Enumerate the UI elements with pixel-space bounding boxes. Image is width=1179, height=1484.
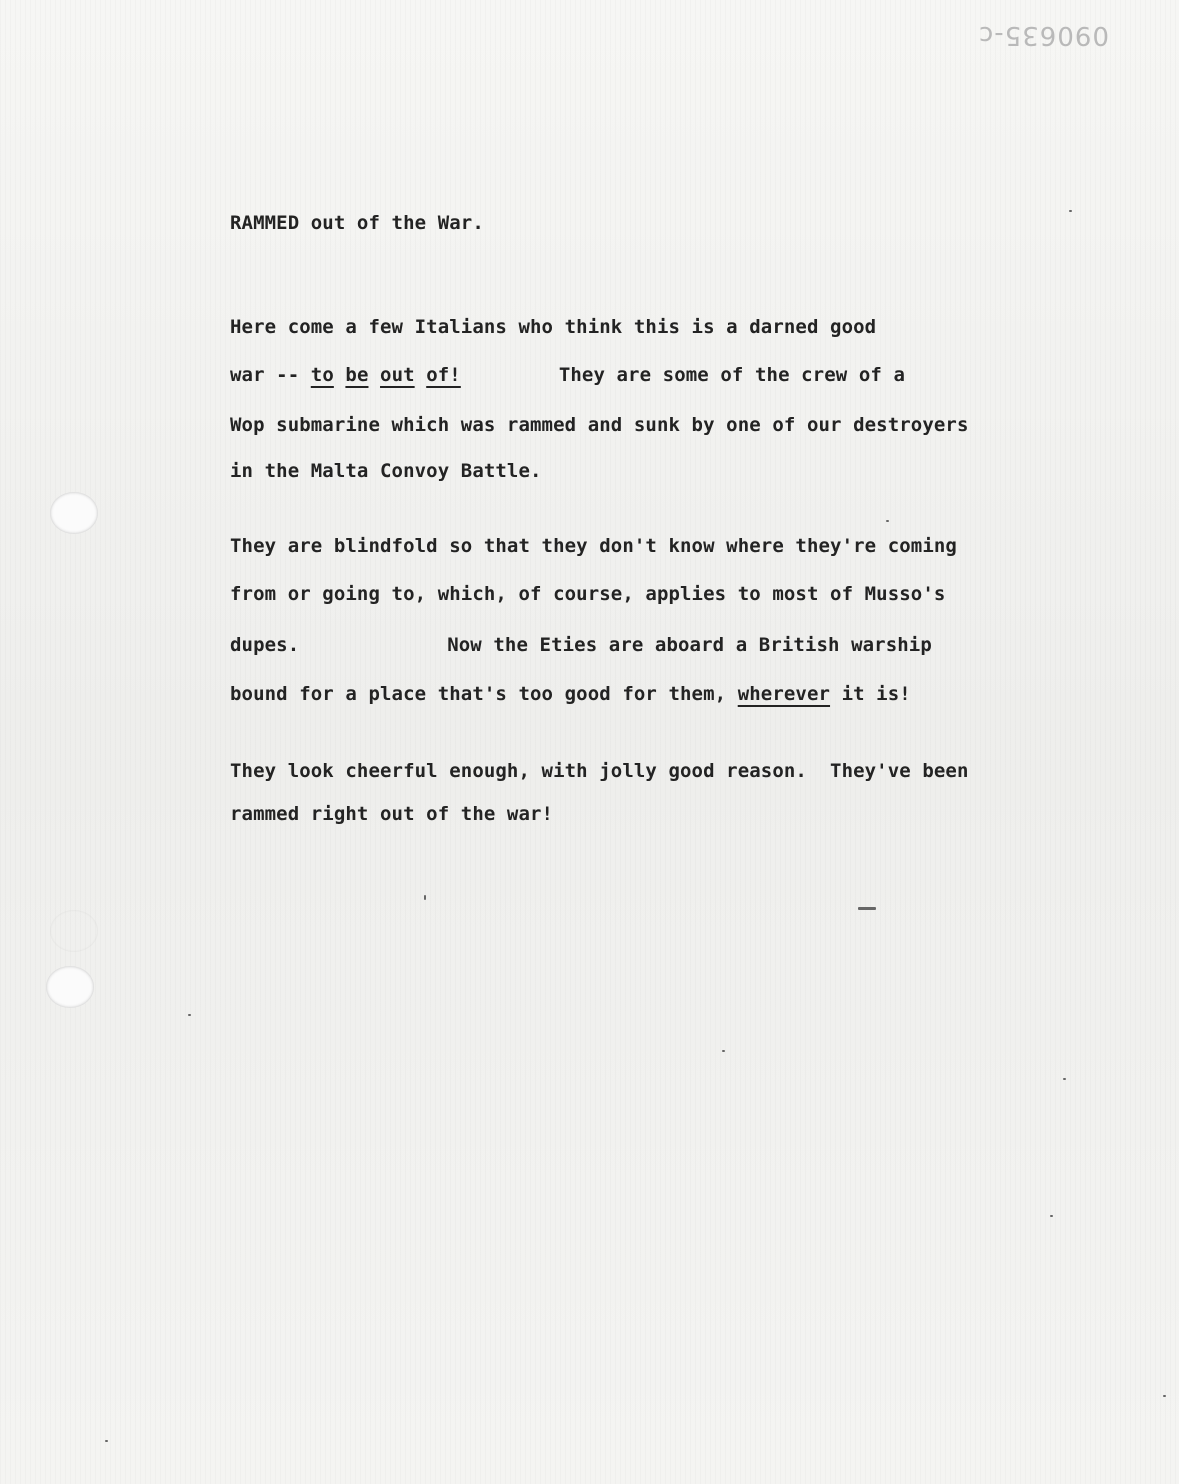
document-title: RAMMED out of the War.	[230, 212, 484, 234]
para1-line2-start: war --	[230, 364, 311, 386]
para1-line1: Here come a few Italians who think this is a darned good	[230, 316, 877, 338]
paper-speck	[858, 907, 876, 910]
paper-speck	[1163, 1395, 1166, 1397]
punch-hole-top	[50, 492, 98, 534]
archive-number: 090635-c	[978, 20, 1109, 50]
paper-speck	[1050, 1215, 1053, 1217]
underlined-of: of!	[426, 364, 461, 386]
punch-hole-bottom	[46, 966, 94, 1008]
punch-hole-faint	[50, 910, 98, 952]
paper-speck	[188, 1014, 191, 1016]
para1-line2	[230, 364, 905, 386]
paper-speck	[722, 1050, 725, 1052]
para2-line3-start: dupes.	[230, 634, 300, 656]
para2-line2: from or going to, which, of course, applies to most of Musso's	[230, 583, 946, 605]
para2-line1: They are blindfold so that they don't know where they're coming	[230, 535, 957, 557]
paper-speck	[424, 895, 426, 900]
paper-speck	[1063, 1078, 1066, 1080]
paper-speck	[1069, 210, 1072, 212]
para2-line4	[230, 683, 911, 705]
underlined-to: to	[310, 364, 334, 386]
para1-line3: Wop submarine which was rammed and sunk by one of our destroyers	[230, 414, 969, 436]
para2-line4-end: it is!	[830, 683, 911, 705]
underlined-be: be	[345, 364, 369, 386]
para3-line2: rammed right out of the war!	[230, 803, 554, 825]
paper-speck	[105, 1440, 108, 1442]
para2-line3	[230, 634, 932, 656]
underlined-out: out	[380, 364, 415, 386]
para2-line3-rest: Now the Eties are aboard a British warship	[447, 634, 932, 656]
para3-line1: They look cheerful enough, with jolly good reason. They've been	[230, 760, 969, 782]
para1-line2-rest: They are some of the crew of a	[558, 364, 905, 386]
paper-speck	[886, 520, 889, 522]
para1-line4: in the Malta Convoy Battle.	[230, 460, 542, 482]
underlined-wherever: wherever	[737, 683, 831, 705]
para2-line4-start: bound for a place that's too good for them,	[230, 683, 738, 705]
